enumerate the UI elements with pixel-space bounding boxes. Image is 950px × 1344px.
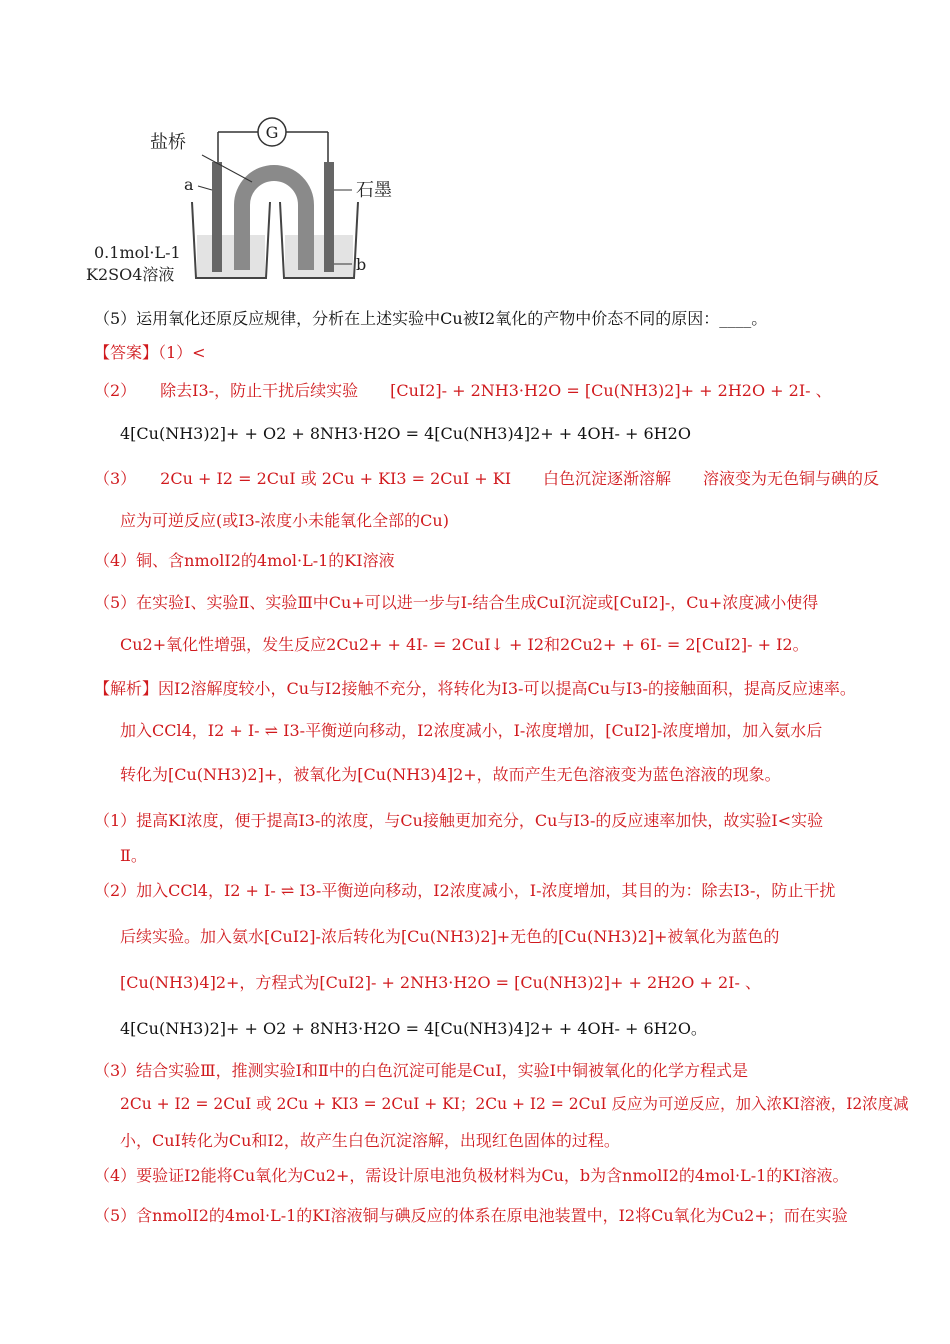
text-line-0: （5）运用氧化还原反应规律，分析在上述实验中Cu被I2氧化的产物中价态不同的原因：____。 (94, 309, 768, 328)
analysis-line (120, 1092, 909, 1114)
analysis-line (120, 843, 147, 866)
answer-line (94, 378, 832, 401)
graphite-electrode (324, 162, 334, 272)
answer-header (94, 340, 206, 363)
answer-line (94, 590, 818, 613)
solution-label: K2SO4溶液 (86, 265, 175, 284)
text-line-6: （4）铜、含nmolI2的4mol·L-1的KI溶液 (94, 551, 395, 570)
analysis-header (94, 676, 856, 699)
electrode-b-label: b (356, 255, 367, 274)
analysis-line (120, 718, 822, 741)
electrode-a-label: a (184, 175, 194, 194)
left-solution (197, 235, 265, 277)
graphite-label: 石墨 (356, 180, 392, 201)
text-line-5: 应为可逆反应(或I3-浓度小未能氧化全部的Cu) (120, 511, 449, 530)
concentration-label: 0.1mol·L-1 (94, 243, 181, 262)
text-line-16: [Cu(NH3)4]2+，方程式为[CuI2]- + 2NH3·H2O = [Cu(NH3)2]+ + 2H2O + 2I- 、 (120, 973, 761, 992)
text-line-14: （2）加入CCl4，I2 + I- ⇌ I3-平衡逆向移动，I2浓度减小，I-浓度增加，其目的为：除去I3-，防止干扰 (94, 881, 836, 900)
text-line-11: 转化为[Cu(NH3)2]+，被氧化为[Cu(NH3)4]2+，故而产生无色溶液变为蓝色溶液的现象。 (120, 765, 781, 784)
analysis-line (94, 878, 835, 901)
analysis-line (94, 1163, 849, 1186)
analysis-line (94, 1203, 848, 1226)
salt-bridge-label: 盐桥 (150, 132, 186, 153)
text-line-15: 后续实验。加入氨水[CuI2]-浓后转化为[Cu(NH3)2]+无色的[Cu(NH3)2]+被氧化为蓝色的 (120, 927, 780, 946)
answer-line (94, 466, 879, 489)
text-line-19: 2Cu + I2 = 2CuI 或 2Cu + KI3 = 2CuI + KI；2Cu + I2 = 2CuI 反应为可逆反应，加入浓KI溶液，I2浓度减 (120, 1095, 909, 1113)
analysis-line (94, 808, 823, 831)
text-line-1: 【答案】（1）< (94, 343, 206, 362)
text-line-13: Ⅱ。 (120, 846, 147, 865)
text-line-20: 小，CuI转化为Cu和I2，故产生白色沉淀溶解，出现红色固体的过程。 (120, 1131, 620, 1150)
analysis-line (120, 970, 761, 993)
answer-line (120, 632, 809, 655)
text-line-17: 4[Cu(NH3)2]+ + O2 + 8NH3·H2O = 4[Cu(NH3)4]2+ + 4OH- + 6H2O。 (120, 1019, 707, 1038)
text-line-3: 4[Cu(NH3)2]+ + O2 + 8NH3·H2O = 4[Cu(NH3)4]2+ + 4OH- + 6H2O (120, 424, 691, 443)
text-line-21: （4）要验证I2能将Cu氧化为Cu2+，需设计原电池负极材料为Cu，b为含nmolI2的4mol·L-1的KI溶液。 (94, 1166, 849, 1185)
right-solution (285, 235, 353, 277)
analysis-line (94, 1058, 748, 1081)
text-line-4: （3） 2Cu + I2 = 2CuI 或 2Cu + KI3 = 2CuI + KI 白色沉淀逐渐溶解 溶液变为无色铜与碘的反 (94, 469, 880, 488)
answer-line (94, 548, 395, 571)
text-line-18: （3）结合实验Ⅲ，推测实验Ⅰ和Ⅱ中的白色沉淀可能是CuI，实验Ⅰ中铜被氧化的化学方程式是 (94, 1061, 748, 1080)
question-line (94, 306, 767, 329)
analysis-line (120, 1128, 620, 1151)
galvanic-cell-diagram (80, 110, 440, 300)
text-line-12: （1）提高KI浓度，便于提高I3-的浓度，与Cu接触更加充分，Cu与I3-的反应速率加快，故实验Ⅰ<实验 (94, 811, 824, 830)
text-line-10: 加入CCl4，I2 + I- ⇌ I3-平衡逆向移动，I2浓度减小，I-浓度增加，[CuI2]-浓度增加，加入氨水后 (120, 721, 823, 740)
text-line-22: （5）含nmolI2的4mol·L-1的KI溶液铜与碘反应的体系在原电池装置中，I2将Cu氧化为Cu2+；而在实验 (94, 1206, 848, 1225)
analysis-line (120, 924, 779, 947)
answer-line (120, 508, 449, 531)
analysis-line (120, 762, 781, 785)
electrode-a (212, 162, 222, 272)
text-line-9: 【解析】因I2溶解度较小，Cu与I2接触不充分，将转化为I3-可以提高Cu与I3-的接触面积，提高反应速率。 (94, 679, 856, 698)
galvanometer-label: G (265, 123, 279, 142)
text-line-2: （2） 除去I3-，防止干扰后续实验 [CuI2]- + 2NH3·H2O = [Cu(NH3)2]+ + 2H2O + 2I- 、 (94, 381, 832, 400)
equation-line (120, 1016, 707, 1039)
text-line-7: （5）在实验Ⅰ、实验Ⅱ、实验Ⅲ中Cu+可以进一步与I-结合生成CuI沉淀或[CuI2]-，Cu+浓度减小使得 (94, 593, 819, 612)
text-line-8: Cu2+氧化性增强，发生反应2Cu2+ + 4I- = 2CuI↓ + I2和2Cu2+ + 6I- = 2[CuI2]- + I2。 (120, 635, 809, 654)
equation-line (120, 424, 691, 443)
